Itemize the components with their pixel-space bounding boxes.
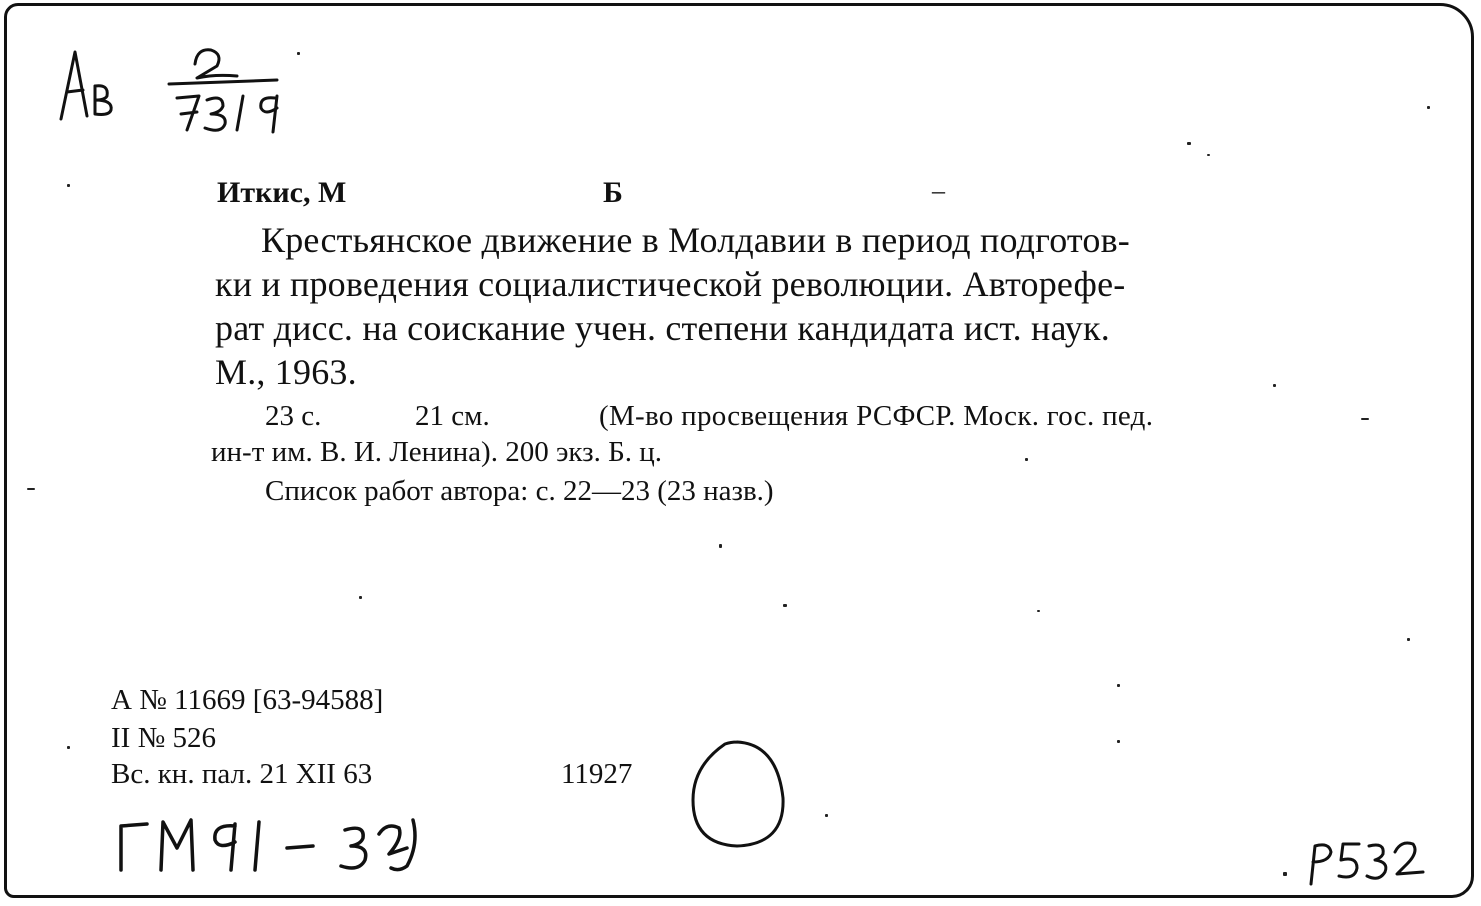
scan-speck <box>783 604 787 607</box>
title-line-3: рат дисс. на соискание учен. степени кандидата ист. наук. <box>215 308 1110 348</box>
scan-speck <box>1273 384 1276 387</box>
scan-speck <box>1117 684 1120 687</box>
scan-speck <box>297 52 300 55</box>
accession-line-1: А № 11669 [63-94588] <box>111 684 384 716</box>
title-line-2: ки и проведения социалистической революции. Авторефе- <box>215 264 1126 304</box>
author-initial: Б <box>603 176 623 209</box>
scan-speck <box>1187 142 1191 145</box>
handwritten-shelfmark <box>47 34 317 144</box>
scan-speck <box>67 184 70 187</box>
pages-count: 23 с. <box>265 400 322 432</box>
accession-line-3: Вс. кн. пал. 21 XII 63 <box>111 758 373 790</box>
size: 21 см. <box>415 400 490 432</box>
scan-speck <box>1283 872 1287 876</box>
scan-speck <box>359 596 362 599</box>
scan-speck <box>1025 458 1028 461</box>
accession-line-2: II № 526 <box>111 722 216 754</box>
handwritten-code-bottom-right <box>1297 830 1437 890</box>
scan-speck <box>1407 638 1410 641</box>
scan-speck <box>67 746 70 749</box>
oval-stamp <box>685 736 795 856</box>
scan-speck <box>1207 154 1210 156</box>
scan-speck <box>719 544 722 548</box>
title-line-4: М., 1963. <box>215 352 357 392</box>
heading-dash: – <box>932 176 945 205</box>
scan-speck <box>1427 106 1430 109</box>
scan-speck <box>1117 740 1120 743</box>
handwritten-code-bottom-left <box>107 804 447 884</box>
scan-speck <box>825 814 828 817</box>
series-line-2: ин-т им. В. И. Ленина). 200 экз. Б. ц. <box>211 436 662 468</box>
scan-speck <box>1037 610 1040 612</box>
scan-speck <box>1361 418 1369 420</box>
accession-code: 11927 <box>561 758 633 790</box>
bibliography-note: Список работ автора: с. 22—23 (23 назв.) <box>265 475 774 507</box>
scan-speck <box>27 488 35 490</box>
title-line-1: Крестьянское движение в Молдавии в период подготов- <box>261 220 1130 260</box>
catalog-card <box>4 3 1474 898</box>
series-line-1: (М-во просвещения РСФСР. Моск. гос. пед. <box>599 400 1154 432</box>
author-name: Иткис, М <box>217 176 347 209</box>
